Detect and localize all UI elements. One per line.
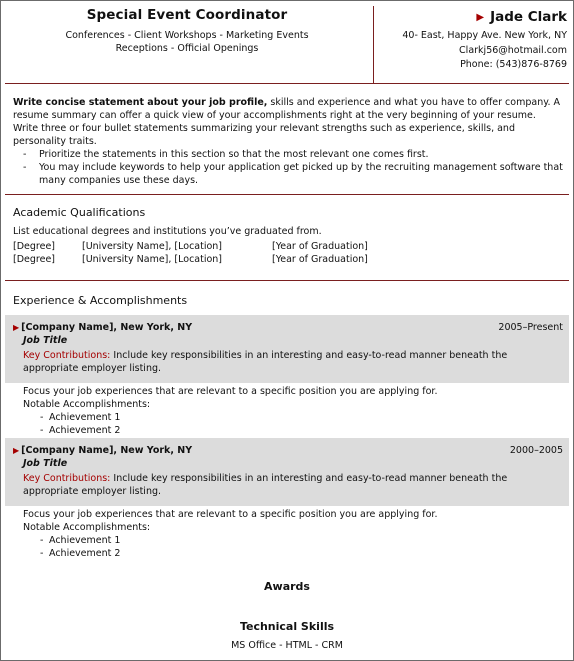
job-headline: Special Event Coordinator [86,7,288,23]
job-title: Job Title [23,458,68,469]
skills-list: MS Office - HTML - CRM [231,640,343,651]
section-rule [5,280,569,281]
section-rule [5,194,569,195]
header-divider [373,6,374,83]
company-name: [Company Name], New York, NY [21,322,193,333]
profile-line-2: Write three or four bullet statements summarizing your relevant strengths such as experience, skills, and personality traits. [13,123,515,147]
header-left [1,1,373,83]
email[interactable]: Clarkj56@hotmail.com [459,44,567,56]
experience-title: Experience & Accomplishments [13,294,188,307]
job-focus: Focus your job experiences that are relevant to a specific position you are applying for. [23,386,438,397]
job-notes [23,385,565,437]
year-cell: [Year of Graduation] [272,254,368,265]
address: 40- East, Happy Ave. New York, NY [402,30,567,41]
awards-title: Awards [264,580,310,593]
achievement-item: - Achievement 1 [40,535,121,546]
subtitle-line-1: Conferences - Client Workshops - Marketing Events [65,30,309,41]
year-cell: [Year of Graduation] [272,241,368,252]
profile-bullet: - Prioritize the statements in this section so that the most relevant one comes first. [23,149,429,160]
profile-section [13,96,565,187]
candidate-name: Jade Clark [490,9,567,25]
profile-bullet: - You may include keywords to help your application get picked up by the recruiting management software that many companies use these days. [23,162,563,186]
academic-section [13,206,565,266]
triangle-right-icon: ▶ [13,446,20,455]
contact-block [402,8,567,73]
job-header [13,321,563,334]
job-notes [23,508,565,560]
achievement-item: - Achievement 2 [40,548,121,559]
triangle-right-icon: ▶ [476,12,485,23]
profile-lead: Write concise statement about your job profile, [13,97,268,108]
degree-row [13,253,368,266]
job-header [13,444,563,457]
header-rule [5,83,569,84]
notable-label: Notable Accomplishments: [23,399,151,410]
job-dates: 2005–Present [498,322,563,333]
degree-table [13,240,368,266]
profile-summary [13,96,565,122]
kc-text: Include key responsibilities in an interesting and easy-to-read manner beneath the appropriate employer listing. [23,473,508,497]
degree-cell: [Degree] [13,254,55,265]
degree-row [13,240,368,253]
academic-intro: List educational degrees and institutions you’ve graduated from. [13,226,322,237]
university-cell: [University Name], [Location] [82,241,223,252]
kc-label: Key Contributions: [23,473,111,484]
job-title: Job Title [23,335,68,346]
name-row [402,8,567,28]
notable-label: Notable Accomplishments: [23,522,151,533]
triangle-right-icon: ▶ [13,323,20,332]
university-cell: [University Name], [Location] [82,254,223,265]
job-block [5,315,569,383]
kc-text: Include key responsibilities in an interesting and easy-to-read manner beneath the appropriate employer listing. [23,350,508,374]
phone: Phone: (543)876-8769 [460,59,567,70]
key-contributions [13,472,563,498]
skills-title: Technical Skills [239,620,335,633]
subtitle-line-2: Receptions - Official Openings [115,43,259,54]
headline-subtitle [1,29,373,55]
kc-label: Key Contributions: [23,350,111,361]
degree-cell: [Degree] [13,241,55,252]
key-contributions [13,349,563,375]
job-dates: 2000–2005 [509,445,563,456]
job-focus: Focus your job experiences that are relevant to a specific position you are applying for. [23,509,438,520]
academic-title: Academic Qualifications [13,206,146,219]
company-name: [Company Name], New York, NY [21,445,193,456]
job-block [5,438,569,506]
achievement-item: - Achievement 1 [40,412,121,423]
profile-lead-rest: skills and experience and what you have to offer company. A resume summary can offer a quick view of your accomplishments right at the very beginning of your resume. [13,97,561,121]
achievement-item: - Achievement 2 [40,425,121,436]
